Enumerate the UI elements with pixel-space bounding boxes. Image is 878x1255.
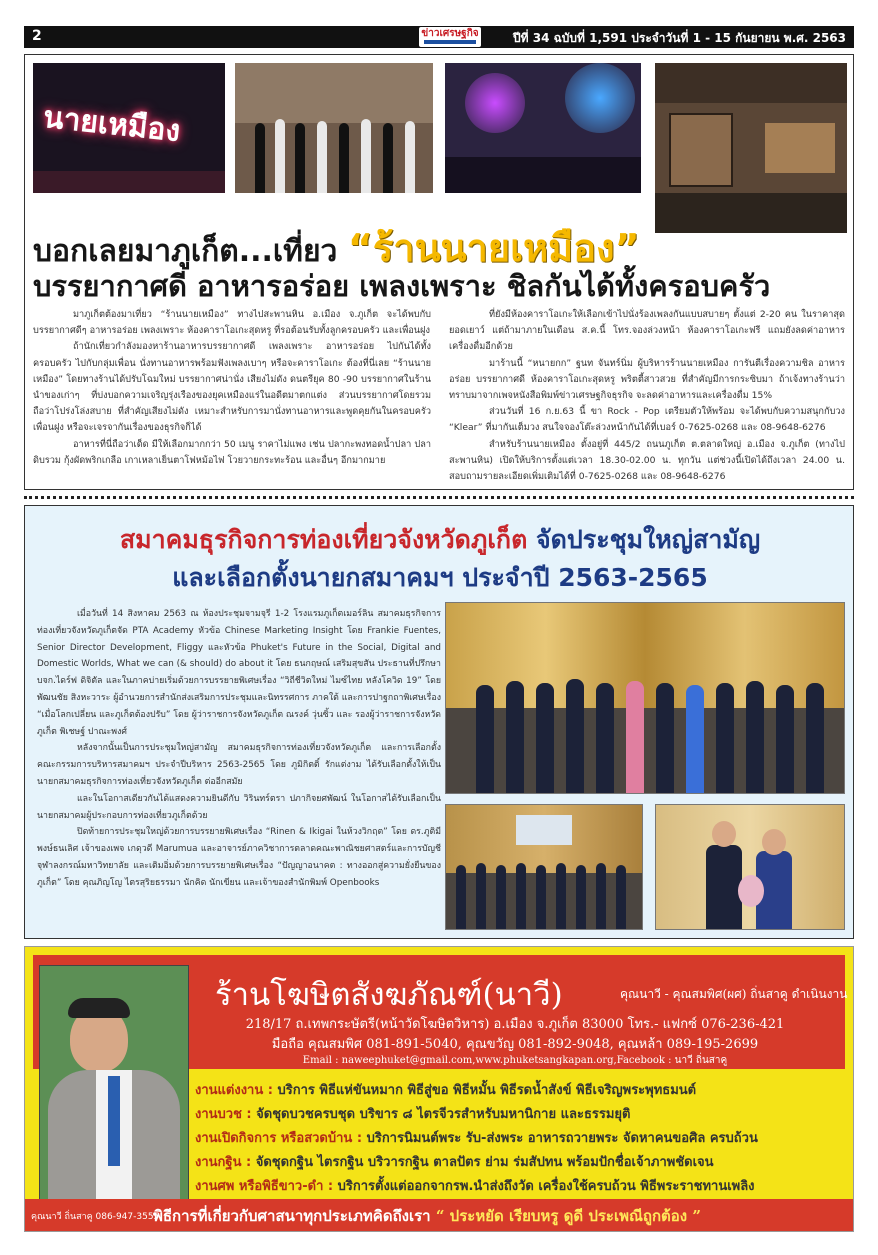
interior-floor (655, 193, 847, 233)
service-kathin (195, 1151, 714, 1172)
owner-portrait (39, 965, 189, 1217)
service-label: งานกฐิน : (195, 1155, 252, 1170)
stage-floor (445, 157, 641, 193)
service-text: บริการ พิธีแห่ขันหมาก พิธีสู่ขอ พิธีหมั้น พิธีรดน้ำสังข์ พิธีเจริญพระพุทธมนต์ (277, 1083, 697, 1098)
person-figure (596, 683, 614, 793)
slogan-prefix: พิธีการที่เกี่ยวกับศาสนาทุกประเภทคิดถึงเรา (153, 1207, 431, 1225)
neon-sign-text: นายเหมือง (41, 99, 182, 150)
person-figure (456, 865, 466, 929)
person-figure (339, 123, 349, 193)
association-headline-line-2: และเลือกตั้งนายกสมาคมฯ ประจำปี 2563-2565 (172, 563, 708, 592)
service-label: งานเปิดกิจการ หรือสวดบ้าน : (195, 1131, 363, 1146)
headline-blue-part: จัดประชุมใหญ่สามัญ (536, 525, 761, 554)
article1-paragraph: อาหารที่นี่ถือว่าเด็ด มีให้เลือกมากกว่า 50 เมนู ราคาไม่แพง เช่น ปลากะพงทอดน้ำปลา ปลาดิบรวม กุ้งผัดพริกเกลือ เกาเหลาเย็นตาโฟหม้อไฟ โวยวายกระทะร้อน และอื่นๆ อีกมากมาย (33, 438, 431, 466)
article-nai-muang (24, 54, 854, 490)
article1-paragraph: สำหรับร้านนายเหมือง ตั้งอยู่ที่ 445/2 ถนนภูเก็ต ต.ตลาดใหญ่ อ.เมือง จ.ภูเก็ต (ทางไปสะพานหิน) เปิดให้บริการตั้งแต่เวลา 18.30-02.00 น. ทุกวัน แต่ช่วงนี้เปิดได้ถึงเวลา 24.00 น. สอบถามรายละเอียดเพิ่มเติมได้ที่ 0-7625-0268 และ 08-9648-6276 (449, 438, 845, 483)
person-figure (626, 681, 644, 793)
article1-paragraph: ถ้านักเที่ยวกำลังมองหาร้านอาหารบรรยากาศดี เพลงเพราะ อาหารอร่อย ไปกันได้ทั้งครอบครัว ไปกับกลุ่มเพื่อน นั่งทานอาหารพร้อมฟังเพลงเบาๆ หรือจะคาราโอเกะ ต้องที่นี่เลย “ร้านนายเหมือง” โดยทางร้านได้ปรับโฉมใหม่ บรรยากาศน่านั่ง เสียงไม่ดัง ดนตรียุค 80 -90 บรรยากาศในร้านนำของเก่าๆ ที่บ่งบอกความเจริญรุ่งเรืองของยุคเหมืองแร่ในอดีตมาตกแต่ง ส่วนบรรยากาศโดยรวมถือว่าโปร่งโล่งสบาย ที่สำคัญเสียงไม่ดัง เหมาะสำหรับการมานั่งทานอาหารและพูดคุยกันในครอบครัว เพื่อนฝูง หรือจะเจรจากันเรื่องของธุรกิจก็ได้ (33, 341, 431, 434)
headline-red-part: สมาคมธุรกิจการท่องเที่ยวจังหวัดภูเก็ต (119, 525, 528, 554)
service-text: บริการตั้งแต่ออกจากรพ.นำส่งถึงวัด เครื่องใช้ครบถ้วน พิธีพระราชทานเพลิง (337, 1179, 755, 1194)
page-header-bar (24, 26, 854, 48)
group-photo-main (445, 602, 845, 794)
interior-shelf (669, 113, 733, 187)
interior-ceiling (655, 63, 847, 103)
slogan-quote: “ ประหยัด เรียบหรู ดูดี ประเพณีถูกต้อง ” (435, 1207, 701, 1225)
person-head (712, 821, 736, 847)
article2-body (37, 606, 441, 892)
person-figure (556, 863, 566, 929)
interior-counter (765, 123, 835, 173)
service-funeral (195, 1175, 755, 1196)
projector-screen (516, 815, 572, 845)
stage-light (465, 73, 525, 133)
article2-paragraph: และในโอกาสเดียวกันได้แสดงความยินดีกับ วิรินทร์ตรา ปภากิจยศพัฒน์ ในโอกาสได้รับเลือกเป็น นายกสมาคมผู้ประกอบการท่องเที่ยวภูเก็ตด้วย (37, 793, 441, 821)
article2-paragraph: เมื่อวันที่ 14 สิงหาคม 2563 ณ ห้องประชุมจามจุรี 1-2 โรงแรมภูเก็ตเมอร์ลิน สมาคมธุรกิจการท่องเที่ยวจังหวัดภูเก็ตจัด PTA Academy หัวข้อ Chinese Marketing Insight โดย Frankie Fuentes, Senior Director Development, Fliggy และหัวข้อ Phuket's Future in the Social, Digital and Domestic Worlds, What we can (& should) do about it โดย ธนกฤษณ์ เสริมสุขสัน ประธานที่ปรึกษา บจก.ไดร์ฟ ดิจิตัล และในภาคบ่ายเริ่มด้วยการบรรยายพิเศษเรื่อง “วิถีชีวิตใหม่ ไมซ์ไทย หลังโควิด 19” โดย พัฒนชัย สิงหะวาระ ผู้อำนวยการสำนักส่งเสริมการประชุมและนิทรรศการ ภาคใต้ และการปาฐกถาพิเศษเรื่อง “เมื่อโลกเปลี่ยน และภูเก็ตต้องปรับ” โดย ผู้ว่าราชการจังหวัดภูเก็ต ณรงค์ วุ่นซิ้ว และ รองผู้ว่าราชการจังหวัดภูเก็ต พิเชษฐ์ ปาณะพงศ์ (37, 609, 441, 737)
ceiling (235, 63, 433, 123)
stage-photo (445, 63, 641, 193)
person-figure (656, 683, 674, 793)
staff-group-photo (235, 63, 433, 193)
association-headline-line-1 (25, 520, 855, 560)
person-figure (317, 121, 327, 193)
shop-managers: คุณนาวี - คุณสมพิศ(ผศ) ถิ่นสาคู ดำเนินงาน (620, 987, 848, 1001)
article-tourism-association (24, 505, 854, 939)
person-figure (255, 123, 265, 193)
person-figure (476, 685, 494, 793)
article1-paragraph: ส่วนวันที่ 16 ก.ย.63 นี้ ขา Rock - Pop เตรียมตัวให้พร้อม จะได้พบกับความสนุกกับวง “Klear” ที่มากันเต็มวง สนใจจองโต๊ะล่วงหน้ากันได้ที่เบอร์ 0-7625-0268 และ 08-9648-6276 (449, 406, 845, 434)
service-text: จัดชุดกฐิน ไตรกฐิน บริวารกฐิน ตาลปัตร ย่าม ร่มสัปทน พร้อมปักชื่อเจ้าภาพชัดเจน (255, 1155, 714, 1170)
service-ordination (195, 1103, 630, 1124)
logo-stripe (424, 40, 476, 44)
service-wedding (195, 1079, 696, 1100)
article1-column-1 (33, 307, 431, 469)
service-label: งานบวช : (195, 1107, 252, 1122)
neon-base (33, 171, 225, 193)
bouquet-photo (655, 804, 845, 930)
person-figure (746, 681, 764, 793)
service-text: บริการนิมนต์พระ รับ-ส่งพระ อาหารถวายพระ จัดหาคนขอศิล ครบถ้วน (366, 1131, 758, 1146)
person-figure (776, 685, 794, 793)
newspaper-logo-text: ข่าวเศรษฐกิจ (421, 28, 479, 39)
shop-address: 218/17 ถ.เทพกระษัตรี(หน้าวัดโฆษิตวิหาร) อ.เมือง จ.ภูเก็ต 83000 โทร.- แฟกซ์ 076-236-421 (245, 1017, 785, 1032)
person-figure (383, 123, 393, 193)
issue-line: ปีที่ 34 ฉบับที่ 1,591 ประจำวันที่ 1 - 15 กันยายน พ.ศ. 2563 (513, 31, 846, 45)
person-figure (566, 679, 584, 793)
flower-bouquet (738, 875, 764, 907)
newspaper-logo (419, 27, 481, 47)
article1-paragraph: ที่ยังมีห้องคาราโอเกะให้เลือกเข้าไปนั่งร้องเพลงกันแบบสบายๆ ตั้งแต่ 2-20 คน ในราคาสุดยอดเยาว์ แต่ถ้ามาภายในเดือน ส.ค.นี้ โทร.จองล่วงหน้า ห้องคาราโอเกะฟรี แถมยังลดค่าอาหารเครื่องดื่มอีกด้วย (449, 309, 845, 353)
article2-paragraph: ปิดท้ายการประชุมใหญ่ด้วยการบรรยายพิเศษเรื่อง “Rinen & Ikigai ในห้วงวิกฤต” โดย ดร.ภูติมี พงษ์ธนเลิศ เจ้าของเพจ เกดุวดี Marumua และอาจารย์ภาควิชาการตลาดคณะพาณิชยศาสตร์และการบัญชี จุฬาลงกรณ์มหาวิทยาลัย และเติมอิ่มด้วยการบรรยายพิเศษเรื่อง “ปัญญาอนาคต : ทางออกสู่ความยั่งยืนของภูเก็ต” โดย คุณภิญโญ ไตรสุริยธรรมา นักคิด นักเขียน และเจ้าของสำนักพิมพ์ Openbooks (37, 827, 441, 888)
portrait-hair (68, 998, 130, 1018)
ad-footer-band (25, 1199, 853, 1231)
photo-backdrop (656, 805, 844, 929)
shop-email: Email : naweephuket@gmail.com,www.phuketsangkapan.org,Facebook : นาวี ถิ่นสาคู (302, 1055, 728, 1066)
article1-column-2 (449, 307, 845, 485)
shop-advertisement (24, 946, 854, 1232)
person-figure (616, 865, 626, 929)
neon-sign-photo (33, 63, 225, 193)
ad-slogan (153, 1204, 701, 1228)
person-figure (496, 865, 506, 929)
service-label: งานศพ หรือพิธีขาว-ดำ : (195, 1179, 334, 1194)
interior-photo (655, 63, 847, 233)
service-text: จัดชุดบวชครบชุด บริขาร ๘ ไตรจีวรสำหรับมหานิกาย และธรรมยุติ (256, 1107, 631, 1122)
group-photo-stage (445, 804, 643, 930)
page-number: 2 (32, 28, 42, 44)
ad-contact: คุณนาวี ถิ่นสาคู 086-947-3555 (31, 1212, 160, 1222)
portrait-tie (108, 1076, 120, 1166)
person-figure (295, 123, 305, 193)
person-figure (576, 865, 586, 929)
person-figure (361, 119, 371, 193)
person-head (762, 829, 786, 855)
person-figure (476, 863, 486, 929)
stage-light (565, 63, 635, 133)
shop-name: ร้านโฆษิตสังฆภัณฑ์(นาวี) (215, 977, 563, 1013)
service-opening (195, 1127, 758, 1148)
dotted-separator (24, 496, 854, 499)
person-figure (806, 683, 824, 793)
person-figure (716, 683, 734, 793)
service-label: งานแต่งงาน : (195, 1083, 273, 1098)
person-figure (275, 119, 285, 193)
person-figure (596, 863, 606, 929)
person-figure (516, 863, 526, 929)
headline-line-2: บรรยากาศดี อาหารอร่อย เพลงเพราะ ชิลกันได้ทั้งครอบครัว (33, 269, 771, 303)
person-figure (536, 683, 554, 793)
person-figure (405, 121, 415, 193)
shop-mobiles: มือถือ คุณสมพิศ 081-891-5040, คุณขวัญ 081-892-9048, คุณหล้า 089-195-2699 (271, 1037, 759, 1052)
headline-highlight: “ร้านนายเหมือง” (347, 226, 640, 270)
person-figure (536, 865, 546, 929)
person-figure (686, 685, 704, 793)
headline-prefix: บอกเลยมาภูเก็ต...เที่ยว (33, 234, 338, 269)
article1-paragraph: มาร้านนี้ “หนายกก” ฐนท จันทร์นิ่ม ผู้บริหารร้านนายเหมือง การันตีเรื่องความชิล อาหารอร่อย บรรยากาศดี ห้องคาราโอเกะสุดหรู พริตตี้สาวสวย ที่สำคัญมีการกระซิบมา ถ้าเจ้งทางร้านว่าทราบมาจากเพจหนังสือพิมพ์ข่าวเศรษฐกิจธุรกิจ จะลดค่าอาหารและเครื่องดื่ม 15% (449, 357, 845, 402)
article1-paragraph: มาภูเก็ตต้องมาเที่ยว “ร้านนายเหมือง” ทางไปสะพานหิน อ.เมือง จ.ภูเก็ต จะได้พบกับบรรยากาศดีๆ อาหารอร่อย เพลงเพราะ ห้องคาราโอเกะสุดหรู ที่รอต้อนรับทั้งลูกครอบครัว และเพื่อนฝูง (33, 309, 431, 337)
person-figure (506, 681, 524, 793)
person-figure (706, 845, 742, 929)
article2-paragraph: หลังจากนั้นเป็นการประชุมใหญ่สามัญ สมาคมธุรกิจการท่องเที่ยวจังหวัดภูเก็ต และการเลือกตั้งคณะกรรมการบริหารสมาคมฯ ประจำปีบริหาร 2563-2565 โดย ภูมิกิตติ์ รักแต่งาม ได้รับเลือกตั้งให้เป็นนายกสมาคมธุรกิจการท่องเที่ยวจังหวัดภูเก็ต ต่ออีกสมัย (37, 743, 441, 787)
